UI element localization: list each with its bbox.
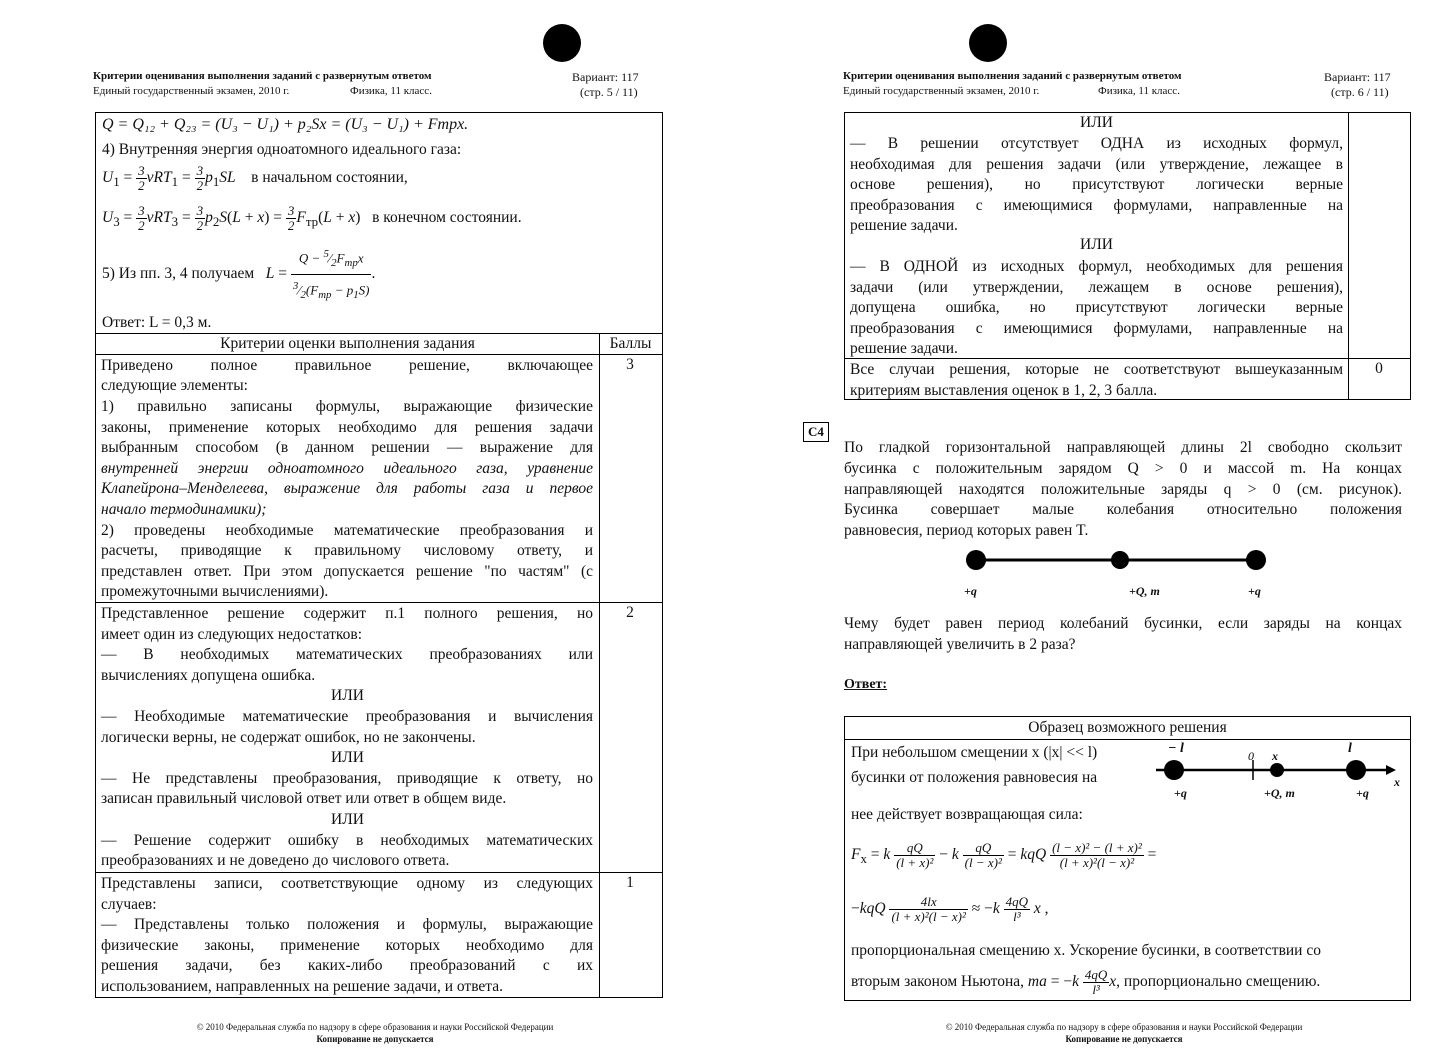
row-3-line: [96, 602, 662, 603]
c2-line-6: — Необходимые математические преобразования и вычисления: [101, 708, 593, 725]
c2-line-1: Представленное решение содержит п.1 полного решения, но: [101, 605, 593, 622]
c3-line-5: выбранным способом (в данном решении — выражение для: [101, 439, 593, 456]
right-footer: [824, 1021, 1424, 1045]
top-line-8: — В ОДНОЙ из исходных формул, необходимых для решения: [850, 258, 1343, 275]
solution-line-4: пропорциональная смещению x. Ускорение бусинки, в соответствии со: [851, 942, 1321, 959]
header-title: Критерии оценивания выполнения заданий с развернутым ответом: [93, 70, 432, 82]
c3-line-10: расчеты, приводящие к правильному числовому ответу, и: [101, 542, 593, 559]
answer-text: Ответ: L = 0,3 м.: [102, 314, 212, 331]
c3-line-9: 2) проведены необходимые математические преобразования и: [101, 522, 593, 539]
answer-label: Ответ:: [844, 677, 888, 692]
score-column-line: [599, 333, 600, 997]
footer-copyright: © 2010 Федеральная служба по надзору в сфере образования и науки Российской Федерации: [945, 1022, 1303, 1032]
top-line-10: допущена ошибка, но присутствуют логически верные: [850, 299, 1343, 316]
c3-line-6: внутренней энергии одноатомного идеального газа, уравнение: [101, 460, 593, 477]
c3-line-11: представлен ответ. При этом допускается решение "по частям" (с: [101, 563, 593, 580]
c1-line-5: решения задачи, без каких-либо преобразований с их: [101, 957, 593, 974]
c1-line-6: использованием, направленных на решение задачи, и ответа.: [101, 978, 504, 995]
formula-step-5: 5) Из пп. 3, 4 получаем L = $\frac{Q - ^5⁄_2F_{тр}x}{^3⁄_2(F_{тр} - p_1S)}$ .: [102, 243, 375, 306]
score-2: 2: [626, 604, 634, 621]
top-line-4: основе решения), но присутствуют логически верные: [850, 176, 1343, 193]
criteria-header: Критерии оценки выполнения задания: [220, 335, 475, 352]
header-page-number: (стр. 5 / 11): [580, 85, 638, 99]
header-title: Критерии оценивания выполнения заданий с развернутым ответом: [843, 70, 1182, 82]
formula-u1: $U_1$ = $\frac{3}{2}$ νRT$_1$ = $\frac{3}{2}$ $p_1SL$ в начальном состоянии,: [102, 162, 408, 193]
top-line-5: преобразования с имеющимися формулами, направленные на: [850, 197, 1343, 214]
sol-label-bead: +Q, m: [1264, 786, 1295, 800]
c2-line-4: вычислениях допущена ошибка.: [101, 667, 316, 684]
c2-or-1: ИЛИ: [331, 687, 364, 704]
sol-charge-right: [1346, 760, 1366, 780]
score-0: 0: [1375, 360, 1383, 377]
axis-label-zero: 0: [1248, 749, 1254, 763]
top-line-6: решение задачи.: [850, 217, 958, 234]
formula-u3: $U_3$ = $\frac{3}{2}$ νRT$_3$ = $\frac{3}{2}$ $p_2S(L + x)$ = $\frac{3}{2}$ $F_{тр}(L + x)$ в конечном состоянии.: [102, 202, 522, 233]
task-label-c4: C4: [803, 422, 829, 442]
problem-line-4: Бусинка совершает малые колебания относительно положения: [844, 501, 1402, 518]
row-2-line: [96, 872, 662, 873]
top-line-12: решение задачи.: [850, 340, 958, 357]
c2-or-3: ИЛИ: [331, 811, 364, 828]
c3-line-8: начало термодинамики);: [101, 501, 267, 518]
force-formula-2: −kqQ $\frac{4lx}{\text{(l + x)²(l − x)²}}$ ≈ −k $\frac{4qQ}{\text{l³}}$ x ,: [851, 893, 1049, 924]
solution-line-5-start: вторым законом Ньютона,: [851, 973, 1025, 990]
footer-copyright: © 2010 Федеральная служба по надзору в сфере образования и науки Российской Федерации: [196, 1022, 554, 1032]
fig-label-right: +q: [1248, 584, 1261, 598]
c3-line-4: законы, применение которых необходимо для решения задачи: [101, 419, 593, 436]
footer-copy-note: Копирование не допускается: [316, 1034, 434, 1044]
step-5-text: 5) Из пп. 3, 4 получаем: [102, 264, 255, 282]
right-page: [726, 0, 1452, 1064]
solution-line-2: бусинки от положения равновесия на: [851, 769, 1098, 786]
header-page-number: (стр. 6 / 11): [1331, 85, 1389, 99]
solution-line-1: При небольшом смещении x (|x| << l): [851, 744, 1098, 761]
c1-line-4: физические законы, применение которых необходимо для: [101, 937, 593, 954]
c3-line-3: 1) правильно записаны формулы, выражающие физические: [101, 398, 593, 415]
sol-bead: [1270, 763, 1284, 777]
or-2: ИЛИ: [1080, 236, 1113, 253]
fig-label-left: +q: [964, 584, 977, 598]
solution-line-5: вторым законом Ньютона, ma = −k $\frac{4qQ}{\text{l³}}$ x, пропорционально смещению.: [851, 966, 1321, 997]
axis-label-l: l: [1348, 741, 1352, 756]
solution-line-3: нее действует возвращающая сила:: [851, 806, 1083, 823]
c2-line-10: записан правильный числовой ответ или ответ в общем виде.: [101, 790, 507, 807]
u1-note: в начальном состоянии,: [251, 169, 408, 186]
problem-line-5: равновесия, период которых равен T.: [844, 522, 1089, 539]
c1-line-1: Представлены записи, соответствующие одному из следующих: [101, 875, 593, 892]
step-4-text: 4) Внутренняя энергия одноатомного идеального газа:: [102, 141, 462, 158]
registration-mark: [543, 24, 581, 62]
problem-line-1: По гладкой горизонтальной направляющей длины 2l свободно скользит: [844, 439, 1402, 456]
u3-note: в конечном состоянии.: [372, 209, 522, 226]
c1-line-2: случаев:: [101, 896, 157, 913]
sol-label-right: +q: [1356, 786, 1369, 800]
formula-q: Q = Q₁₂ + Q₂₃ = (U₃ − U₁) + p₂Sx = (U₃ − U₁) + Fтрx.: [102, 116, 469, 133]
problem-line-2: бусинка с положительным зарядом Q > 0 и массой m. На концах: [844, 460, 1402, 477]
c3-line-1: Приведено полное правильное решение, включающее: [101, 357, 593, 374]
c1-line-3: — Представлены только положения и формулы, выражающие: [101, 916, 593, 933]
header-subject: Физика, 11 класс.: [1098, 85, 1180, 97]
c3-line-7: Клапейрона–Менделеева, выражение для работы газа и первое: [101, 480, 593, 497]
score-1: 1: [626, 874, 634, 891]
header-exam: Единый государственный экзамен, 2010 г.: [93, 85, 290, 97]
table-header-line: [96, 354, 662, 355]
solution-box: [95, 112, 663, 998]
question-line-1: Чему будет равен период колебаний бусинки, если заряды на концах: [844, 615, 1402, 632]
c2-or-2: ИЛИ: [331, 749, 364, 766]
question-line-2: направляющей увеличить в 2 раза?: [844, 636, 1076, 653]
header-exam: Единый государственный экзамен, 2010 г.: [843, 85, 1040, 97]
left-footer: [75, 1021, 675, 1045]
axis-label-x-end: x: [1394, 775, 1400, 789]
top-line-2: — В решении отсутствует ОДНА из исходных формул,: [850, 135, 1343, 152]
header-subject: Физика, 11 класс.: [350, 85, 432, 97]
footer-copy-note: Копирование не допускается: [1065, 1034, 1183, 1044]
zero-line-1: Все случаи решения, которые не соответствуют вышеуказанным: [850, 361, 1343, 378]
top-line-9: задачи (или утверждении, лежащем в основе решения),: [850, 279, 1343, 296]
problem-line-3: направляющей находятся положительные заряды q > 0 (см. рисунок).: [844, 481, 1402, 498]
c2-line-9: — Не представлены преобразования, приводящие к ответу, но: [101, 770, 593, 787]
c3-line-12: промежуточными вычислениями).: [101, 583, 329, 600]
c2-line-3: — В необходимых математических преобразованиях или: [101, 646, 593, 663]
top-line-3: необходимая для решения задачи (или утверждение, лежащее в: [850, 156, 1343, 173]
solution-figure: [726, 0, 1452, 1064]
c2-line-12: — Решение содержит ошибку в необходимых математических: [101, 832, 593, 849]
sol-charge-left: [1164, 760, 1184, 780]
c2-line-2: имеет один из следующих недостатков:: [101, 626, 363, 643]
fig-label-bead: +Q, m: [1129, 584, 1160, 598]
points-header: Баллы: [609, 335, 652, 352]
solution-header: Образец возможного решения: [1028, 719, 1227, 736]
c2-line-13: преобразованиях и не доведено до числового ответа.: [101, 852, 450, 869]
solution-line-5-end: , пропорционально смещению.: [1116, 973, 1321, 990]
c2-line-7: логически верны, не содержат ошибок, но не закончены.: [101, 729, 476, 746]
header-variant: Вариант: 117: [572, 70, 639, 84]
force-formula-1: $F_x = k$ $\frac{qQ}{\text{(l + x)²}}$ − k $\frac{qQ}{\text{(l − x)²}}$ = kqQ $\frac{\text{(l − x)² − (l + x)²}}{\text{(l + x)²(l − x)²}}$ =: [851, 839, 1157, 870]
c3-line-2: следующие элементы:: [101, 377, 248, 394]
axis-arrow: [1386, 765, 1396, 775]
axis-label-x: x: [1272, 749, 1278, 763]
score-3: 3: [626, 356, 634, 373]
or-1: ИЛИ: [1080, 114, 1113, 131]
top-line-11: преобразования с имеющимися формулами, направленные на: [850, 320, 1343, 337]
axis-label-minus-l: − l: [1168, 741, 1184, 756]
zero-line-2: критериям выставления оценок в 1, 2, 3 балла.: [850, 382, 1158, 399]
sol-label-left: +q: [1174, 786, 1187, 800]
header-variant: Вариант: 117: [1324, 70, 1391, 84]
